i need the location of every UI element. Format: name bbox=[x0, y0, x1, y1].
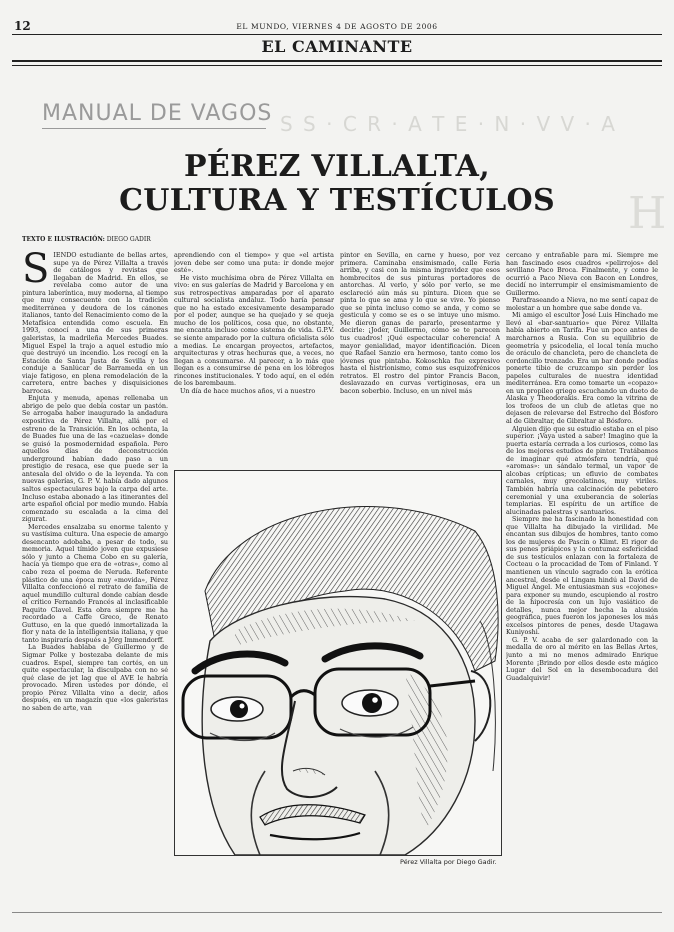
drop-cap: S bbox=[22, 252, 50, 292]
section-rule bbox=[12, 60, 662, 66]
byline bbox=[22, 236, 151, 243]
series-kicker: MANUAL DE VAGOS bbox=[42, 101, 273, 126]
paragraph: He visto muchísima obra de Pérez Villalta en vivo: en sus galerías de Madrid y Barcelona y en sus retrospectivas amparadas por el aparato cultural socialista andaluz. Todo haría pensar que no ha estado excesivamente desamparado por el poder, aunque se ha quejado y se queja mucho de los políticos, cosa que, no obstante, me encanta incluso como sistema de vida. G.P.V. se siente amparado por la cultura oficialista sólo a medias. Le encargan proyectos, artefactos, arquitecturas y otras hechuras que, a veces, no llegan a consumarse. Al parecer, a lo más que llegan es a consumirse de pena en los lóbregos rincones institucionales. Y todo aquí, en el edén de los barembaum. bbox=[174, 273, 334, 388]
paragraph: Mercedes ensalzaba su enorme talento y su vastísima cultura. Una especie de amargo desencanto adobaba, a pesar de todo, su memoria. Aquel tímido joven que expusiese sólo y junto a Chema Cobo en su galería, hacía ya tiempo que era de «otras», como al cabo reza el poema de Neruda. Referente plástico de una época muy «movida», Pérez Villalta confeccionó el retrato de familia de aquel mundillo cultural donde cabían desde el crítico Fernando Francés al inclasificable Paquito Clavel. Esta obra siempre me ha recordado a Caffe Greco, de Renato Guttuso, en la que quedó inmortalizada la flor y nata de la intelligentsia italiana, y que tanto inspiraría después a Jörg Immendorff. bbox=[22, 522, 168, 644]
paragraph: Un día de hace muchos años, vi a nuestro bbox=[180, 386, 316, 395]
byline-name: DIEGO GADIR bbox=[106, 236, 151, 243]
ghost-text-bleed: S S · C R · A T E · N · V V · A bbox=[280, 112, 617, 136]
paragraph: IENDO estudiante de bellas artes, supe ya de Pérez Villalta a través de catálogos y revistas que llegaban de Madrid. En ellos, se revelaba como autor de una pintura laberíntica, muy moderna, al tiempo que muy consecuente con la tradición mediterránea y deudora de los cánones italianos, tanto del Renacimiento como de la Metafísica entendida como escuela. En 1993, conocí a una de sus primeras galeristas, la madrileña Mercedes Buades. Miguel Espel la trajo a aquel estudio mío que destruyó un incendio. Los recogí en la Estación de Santa Justa de Sevilla y los conduje a Sanlúcar de Barrameda en un viaje fatigoso, en plena remodelación de la carretera, entre baches y disquisiciones barrocas. bbox=[22, 252, 168, 395]
article-column-3 bbox=[340, 252, 500, 464]
byline-label: TEXTO E ILUSTRACIÓN: bbox=[22, 236, 105, 243]
image-caption: Pérez Villalta por Diego Gadir. bbox=[400, 858, 497, 866]
portrait-illustration bbox=[174, 470, 502, 856]
article-column-2 bbox=[174, 252, 334, 464]
paragraph: pintor en Sevilla, en carne y hueso, por vez primera. Caminaba ensimismado, calle Feria arriba, y casi con la misma ingravidez que esos hombrecitos de sus pinturas portadores de antorchas. Al verlo, y sólo por verlo, se me esclareció aún más su pintura. Dicen que se pinta lo que se ama y lo que se vive. Yo pienso que se pinta incluso como se anda, y como se gesticula y como se es o se intuye uno mismo. Me dieron ganas de pararlo, presentarme y decirle: ¡Joder, Guillermo, cómo se te parecen tus cuadros! ¡Qué espectacular coherencia! A mayor genialidad, mayor identificación. Dicen que Rafael Sanzio era hermoso, tanto como los jóvenes que pintaba. Kokoschka fue expresivo hasta el histrionismo, como sus esquizofrénicos retratos. El rostro del pintor Francis Bacon, deslavazado en curvas vertiginosas, era un bacon soberbio. Incluso, en un nivel más bbox=[340, 252, 500, 395]
headline-line-2: CULTURA Y TESTÍCULOS bbox=[119, 183, 555, 218]
kicker-rule bbox=[42, 128, 266, 129]
headline bbox=[100, 150, 574, 218]
paragraph: Enjuta y menuda, apenas rellenaba un abrigo de pelo que debía costar un pastón. Se arrogaba haber inaugurado la andadura expositiva de Pérez Villalta, allá por el estreno de la Transición. En los ochenta, la de Buades fue una de las «cazuelas» donde se guisó la posmodernidad española. Pero aquellos días de deconstrucción underground habían dado paso a un prestigio de resaca, ese que puede ser la antesala del olvido o de la leyenda. Ya con nuevas galerías, G. P. V. había dado algunos saltos espectaculares bajo la carpa del arte. Incluso estaba abonado a las itinerantes del arte español oficial por medio mundo. Había comenzado su escalada a la cima del zigurat. bbox=[22, 394, 168, 524]
top-rule bbox=[12, 34, 662, 35]
paragraph: cercano y entrañable para mí. Siempre me han fascinado esos cuadros «pelirrojos» del sevillano Paco Broca. Finalmente, y como le ocurrió a Paco Nieva con Bacon en Londres, decidí no interrumpir el ensimismamiento de Guillermo. bbox=[506, 252, 658, 297]
headline-line-1: PÉREZ VILLALTA, bbox=[184, 149, 490, 184]
paragraph: Mi amigo el escultor José Luis Hinchado me llevó al «bar-santuario» que Pérez Villalta había abierto en Tarifa. Fue un poco antes de marcharnos a Rusia. Con su equilibrio de geometría y psicodelia, el local tenía mucho de oráculo de chancleta, pero de chancleta de cordoncillo trenzado. Era un bar donde podías ponerte tibio de cruzcampo sin perder los papeles culturales de nuestra identidad mediterránea. Era como tomarte un «copazo» en un propileo griego escuchando un dueto de Alaska y Theodorakis. Era como la vitrina de los trofeos de un club de atletas que no dejasen de relevarse del Estrecho del Bósforo al de Gibraltar, de Gibraltar al Bósforo. bbox=[506, 311, 658, 426]
paragraph: aprendiendo con el tiempo» y que «el artista joven debe ser como una puta: ir donde mejor esté». bbox=[174, 252, 334, 275]
paragraph: G. P. V. acaba de ser galardonado con la medalla de oro al mérito en las Bellas Artes, junto a mi no menos admirado Enrique Morente ¡Brindo por ellos desde este mágico Lugar del Sol en la desembocadura del Guadalquivir! bbox=[506, 635, 658, 682]
bottom-rule bbox=[12, 912, 662, 913]
paragraph: La Buades hablaba de Guillermo y de Sigmar Polke y bostezaba delante de mis cuadros. Espel, siempre tan cortés, en un quite espectacular, la disculpaba con no sé qué clase de jet lag que el AVE le habría provocado. Miren ustedes por dónde, el propio Pérez Villalta vino a decir, años después, en un magazín que «los galeristas no saben de arte, van bbox=[22, 643, 168, 712]
article-column-1 bbox=[22, 252, 168, 864]
page-number: 12 bbox=[14, 19, 31, 33]
ghost-letter-bleed: H bbox=[628, 188, 667, 239]
paragraph: Alguien dijo que su estudio estaba en el piso superior. ¡Vaya usted a saber! Imagino que la puerta estaría cerrada a los curiosos, como las de los mejores estudios de pintor. Tratábamos de imaginar qué atmósfera tendría, qué «aromas»: un sándalo termal, un vapor de alcobas crípticas; un efluvio de combates carnales, muy grecolatinos, muy viriles. También habría una calcinación de pebetero ceremonial y una exuberancia de solerías templarias. El espíritu de un artífice de alucinadas palestras y santuarios. bbox=[506, 424, 658, 516]
article-column-4 bbox=[506, 252, 658, 864]
running-head: EL MUNDO, VIERNES 4 DE AGOSTO DE 2006 bbox=[236, 22, 438, 31]
portrait-drawing bbox=[175, 471, 501, 855]
paragraph: Parafraseando a Nieva, no me sentí capaz de molestar a un hombre que sabe donde va. bbox=[506, 296, 658, 312]
section-title: EL CAMINANTE bbox=[261, 37, 413, 56]
paragraph: Siempre me ha fascinado la honestidad con que Villalta ha dibujado la virilidad. Me encantan sus dibujos de hombres, tanto como los de mujeres de Pascin o Klimt. El rigor de sus penes priápicos y la contumaz esfericidad de sus testículos enlazan con la fortaleza de Cocteau o la procacidad de Tom of Finland. Y mantienen un vínculo sagrado con la erótica ancestral, desde el Lingam hindú al David de Miguel Ángel. Me entusiasman sus «cojones» para exponer su mundo, escupiendo al rostro de la hipocresía con un lujo vasiático de detalles, nunca mejor hecha la alusión geográfica, pues fueron los japoneses los más excelsos pintores de penes, desde Utagawa Kuniyoshi. bbox=[506, 515, 658, 637]
